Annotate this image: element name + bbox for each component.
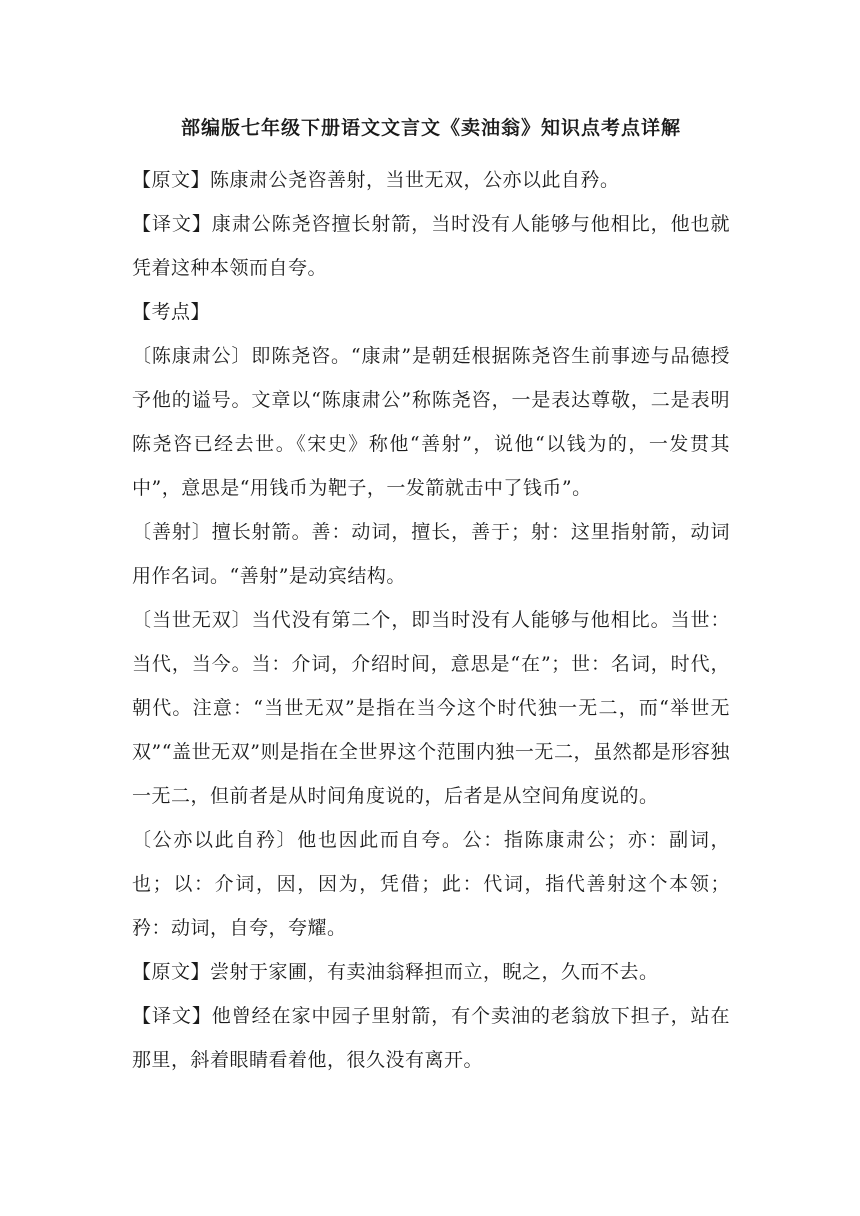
note-dang-shi-wu-shuang: 〔当世无双〕当代没有第二个，即当时没有人能够与他相比。当世：当代，当今。当：介词，介绍时间，意思是“在”；世：名词，时代，朝代。注意：“当世无双”是指在当今这个时代独一无二，而“举世无双”“盖世无双”则是指在全世界这个范围内独一无二，虽然都是形容独一无二，但前者是从时间角度说的，后者是从空间角度说的。 xyxy=(132,609,730,807)
note-shan-she: 〔善射〕擅长射箭。善：动词，擅长，善于；射：这里指射箭，动词用作名词。“善射”是动宾结构。 xyxy=(132,521,730,587)
note-chen-kangsu-gong: 〔陈康肃公〕即陈尧咨。“康肃”是朝廷根据陈尧咨生前事迹与品德授予他的谥号。文章以“陈康肃公”称陈尧咨，一是表达尊敬，二是表明陈尧咨已经去世。《宋史》称他“善射”，说他“以钱为的，一发贯其中”，意思是“用钱币为靶子，一发箭就击中了钱币”。 xyxy=(132,345,730,499)
document-title: 部编版七年级下册语文文言文《卖油翁》知识点考点详解 xyxy=(180,117,681,139)
original-text-paragraph-2: 【原文】尝射于家圃，有卖油翁释担而立，睨之，久而不去。 xyxy=(132,961,659,983)
key-points-heading: 【考点】 xyxy=(132,301,211,323)
note-gong-yi-yi-ci-zi-jin: 〔公亦以此自矜〕他也因此而自夸。公：指陈康肃公；亦：副词，也；以：介词，因，因为，凭借；此：代词，指代善射这个本领；矜：动词，自夸，夸耀。 xyxy=(132,829,730,939)
translation-paragraph-1: 【译文】康肃公陈尧咨擅长射箭，当时没有人能够与他相比，他也就凭着这种本领而自夸。 xyxy=(132,213,730,279)
document-page xyxy=(132,112,730,1082)
original-text-paragraph-1: 【原文】陈康肃公尧咨善射，当世无双，公亦以此自矜。 xyxy=(132,169,620,191)
translation-paragraph-2: 【译文】他曾经在家中园子里射箭，有个卖油的老翁放下担子，站在那里，斜着眼睛看着他，很久没有离开。 xyxy=(132,1005,730,1071)
